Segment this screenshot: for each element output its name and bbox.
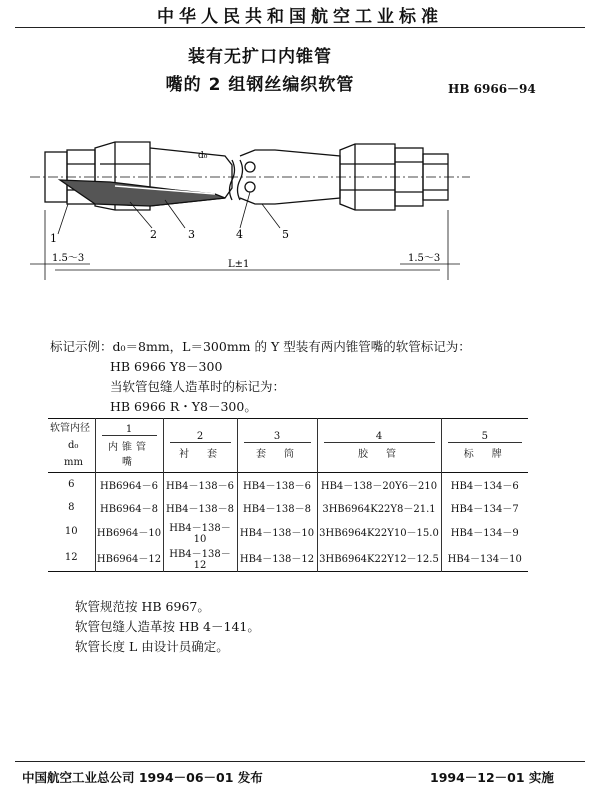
table-row: 6 HB6964－6 HB4－138－6 HB4－138－6 HB4－138－20Y6－210 HB4－134－6	[48, 473, 528, 496]
callout-3: 3	[188, 228, 195, 241]
standard-number: HB 6966－94	[448, 82, 536, 96]
header-rule	[15, 27, 585, 28]
table-row: 8 HB6964－8 HB4－138－8 HB4－138－8 3HB6964K22Y8－21.1 HB4－134－7	[48, 496, 528, 519]
document-title-line2: 嘴的 2 组钢丝编织软管	[165, 75, 355, 95]
marking-example-code: HB 6966 Y8－300	[110, 359, 223, 374]
note-hose-spec: 软管规范按 HB 6967。	[75, 599, 210, 614]
hose-assembly-drawing	[0, 120, 600, 295]
note-leather-cover: 软管包缝人造革按 HB 4－141。	[75, 619, 260, 634]
callout-5: 5	[282, 228, 289, 241]
marking-example-line: 标记示例：d₀＝8mm，L＝300mm 的 Y 型装有两内锥管嘴的软管标记为：	[50, 339, 471, 354]
column-header-3: 3 套 筒	[237, 419, 317, 473]
dimension-length: L±1	[228, 259, 250, 270]
marking-leather-line: 当软管包缝人造革时的标记为：	[110, 379, 286, 394]
table-row: 10 HB6964－10 HB4－138－10 HB4－138－10 3HB6964K22Y10－15.0 HB4－134－9	[48, 519, 528, 545]
d0-symbol: d₀	[198, 151, 208, 161]
callout-1: 1	[50, 232, 57, 245]
callout-2: 2	[150, 228, 157, 241]
standard-header: 中华人民共和国航空工业标准	[157, 7, 443, 27]
column-header-4: 4 胶 管	[317, 419, 441, 473]
effective-date: 1994－12－01 实施	[430, 770, 554, 785]
column-header-2: 2 衬 套	[163, 419, 237, 473]
document-title-line1: 装有无扩口内锥管	[188, 47, 332, 67]
marking-leather-code: HB 6966 R・Y8－300。	[110, 399, 257, 414]
callout-4: 4	[236, 228, 243, 241]
issue-date: 中国航空工业总公司 1994－06－01 发布	[22, 770, 263, 785]
footer-rule	[15, 761, 585, 762]
column-header-1: 1 内锥管嘴	[95, 419, 163, 473]
component-table	[48, 418, 528, 572]
table-header-row	[48, 419, 528, 473]
column-header-5: 5 标 牌	[441, 419, 528, 473]
d0-header: 软管内径 d₀ mm	[50, 423, 90, 468]
table-row: 12 HB6964－12 HB4－138－12 HB4－138－12 3HB6964K22Y12－12.5 HB4－134－10	[48, 545, 528, 572]
dimension-left: 1.5～3	[52, 253, 85, 264]
note-hose-length: 软管长度 L 由设计员确定。	[75, 639, 229, 654]
dimension-right: 1.5～3	[408, 253, 441, 264]
